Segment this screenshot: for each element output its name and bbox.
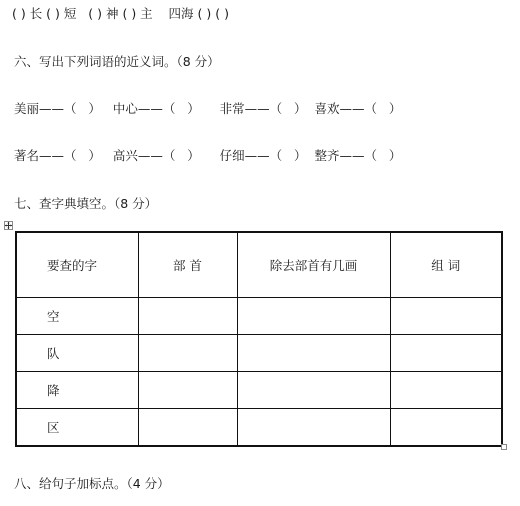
fill-blank-line-antonyms: ( ) 长 ( ) 短 ( ) 神 ( ) 主 四海 ( ) ( ) [12,6,229,21]
radical-cell[interactable] [138,372,237,409]
dictionary-table [15,231,503,447]
char-cell: 区 [16,409,138,447]
synonym-line-1: 美丽——（ ） 中心——（ ） 非常——（ ） 喜欢——（ ） [14,101,402,116]
strokes-cell[interactable] [237,372,390,409]
header-char-to-look-up: 要查的字 [16,232,138,298]
section-eight-heading: 八、给句子加标点。（4 分） [14,476,170,491]
table-row [16,372,502,409]
table-row [16,298,502,335]
radical-cell[interactable] [138,298,237,335]
table-row [16,335,502,372]
header-word-formation: 组 词 [390,232,502,298]
table-row [16,409,502,447]
move-cross-icon[interactable] [4,221,13,230]
radical-cell[interactable] [138,409,237,447]
section-six-heading: 六、写出下列词语的近义词。（8 分） [14,54,220,69]
word-cell[interactable] [390,372,502,409]
word-cell[interactable] [390,335,502,372]
word-cell[interactable] [390,298,502,335]
strokes-cell[interactable] [237,335,390,372]
resize-handle-icon[interactable] [501,444,507,450]
strokes-cell[interactable] [237,298,390,335]
section-seven-heading: 七、查字典填空。（8 分） [14,196,158,211]
char-cell: 空 [16,298,138,335]
char-cell: 队 [16,335,138,372]
header-remaining-strokes: 除去部首有几画 [237,232,390,298]
synonym-line-2: 著名——（ ） 高兴——（ ） 仔细——（ ） 整齐——（ ） [14,148,402,163]
word-cell[interactable] [390,409,502,447]
table-header-row [16,232,502,298]
header-radical: 部 首 [138,232,237,298]
strokes-cell[interactable] [237,409,390,447]
radical-cell[interactable] [138,335,237,372]
char-cell: 降 [16,372,138,409]
